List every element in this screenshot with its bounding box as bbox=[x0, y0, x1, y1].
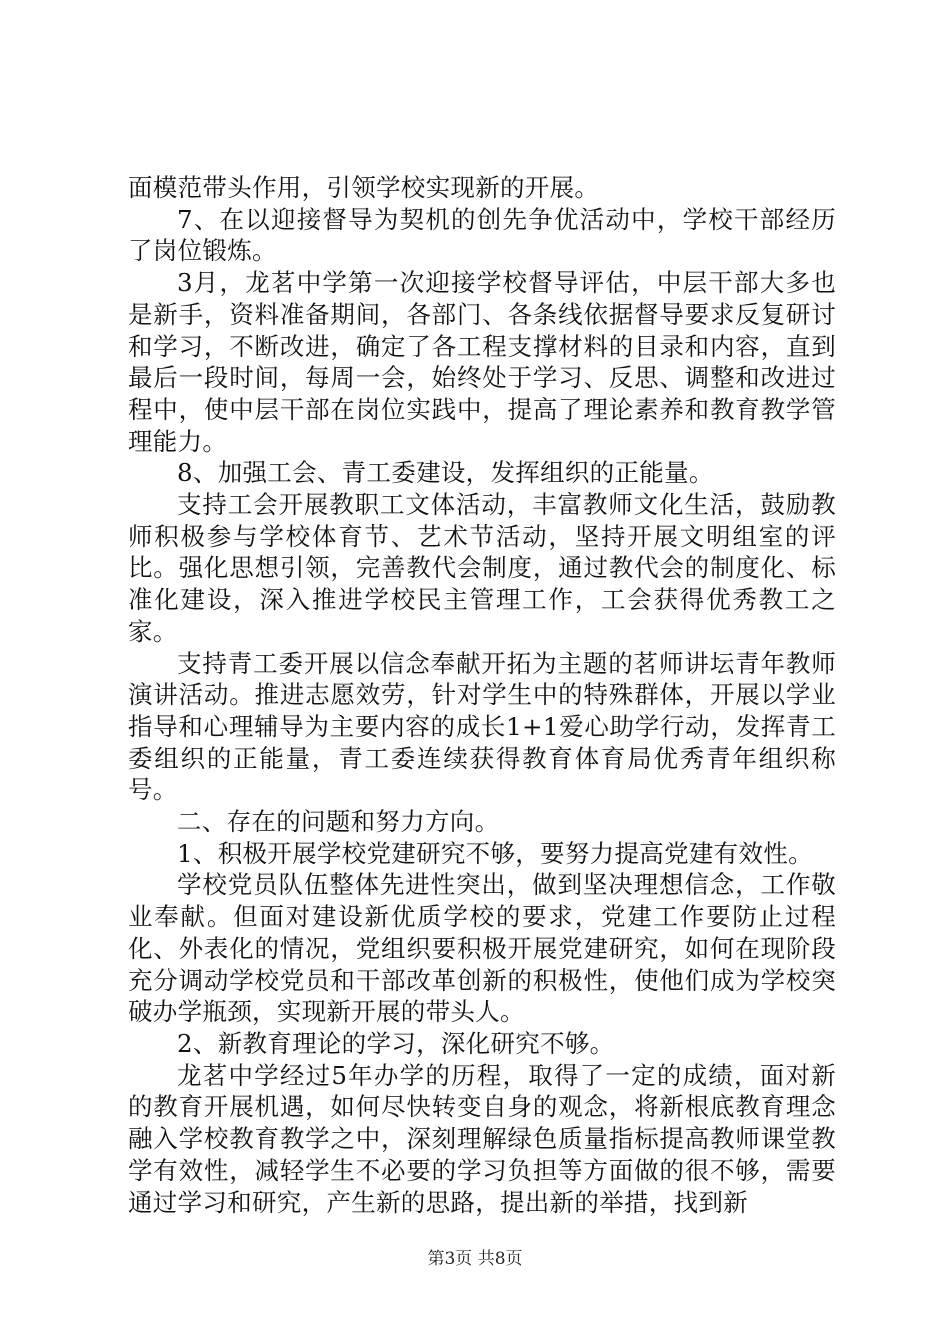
page-number: 第3页 共8页 bbox=[427, 1249, 523, 1269]
paragraph-11: 龙茗中学经过5年办学的历程，取得了一定的成绩，面对新的教育开展机遇，如何尽快转变自身的观念，将新根底教育理念融入学校教育教学之中，深刻理解绿色质量指标提高教师课堂教学有效性，减轻学生不必要的学习负担等方面做的很不够，需要通过学习和研究，产生新的思路，提出新的举措，找到新 bbox=[128, 1060, 836, 1217]
paragraph-2: 7、在以迎接督导为契机的创先争优活动中，学校干部经历了岗位锻炼。 bbox=[128, 204, 836, 266]
paragraph-4: 8、加强工会、青工委建设，发挥组织的正能量。 bbox=[177, 458, 714, 488]
paragraph-10: 2、新教育理论的学习，深化研究不够。 bbox=[177, 1028, 615, 1058]
paragraph-6: 支持青工委开展以信念奉献开拓为主题的茗师讲坛青年教师演讲活动。推进志愿效劳，针对学生中的特殊群体，开展以学业指导和心理辅导为主要内容的成长1+1爱心助学行动，发挥青工委组织的正能量，青工委连续获得教育体育局优秀青年组织称号。 bbox=[128, 648, 836, 805]
paragraph-1: 面模范带头作用，引领学校实现新的开展。 bbox=[128, 173, 600, 202]
paragraph-3: 3月，龙茗中学第一次迎接学校督导评估，中层干部大多也是新手，资料准备期间，各部门、各条线依据督导要求反复研讨和学习，不断改进，确定了各工程支撑材料的目录和内容，直到最后一段时间，每周一会，始终处于学习、反思、调整和改进过程中，使中层干部在岗位实践中，提高了理论素养和教育教学管理能力。 bbox=[128, 268, 836, 456]
paragraph-8: 1、积极开展学校党建研究不够，要努力提高党建有效性。 bbox=[177, 838, 813, 868]
paragraph-7: 二、存在的问题和努力方向。 bbox=[177, 807, 500, 837]
page-footer bbox=[0, 1244, 950, 1269]
paragraph-5: 支持工会开展教职工文体活动，丰富教师文化生活，鼓励教师积极参与学校体育节、艺术节活动，坚持开展文明组室的评比。强化思想引领，完善教代会制度，通过教代会的制度化、标准化建设，深入推进学校民主管理工作，工会获得优秀教工之家。 bbox=[128, 490, 836, 646]
paragraph-9: 学校党员队伍整体先进性突出，做到坚决理想信念，工作敬业奉献。但面对建设新优质学校的要求，党建工作要防止过程化、外表化的情况，党组织要积极开展党建研究，如何在现阶段充分调动学校党员和干部改革创新的积极性，使他们成为学校突破办学瓶颈，实现新开展的带头人。 bbox=[128, 870, 836, 1027]
document-body bbox=[128, 172, 836, 1218]
